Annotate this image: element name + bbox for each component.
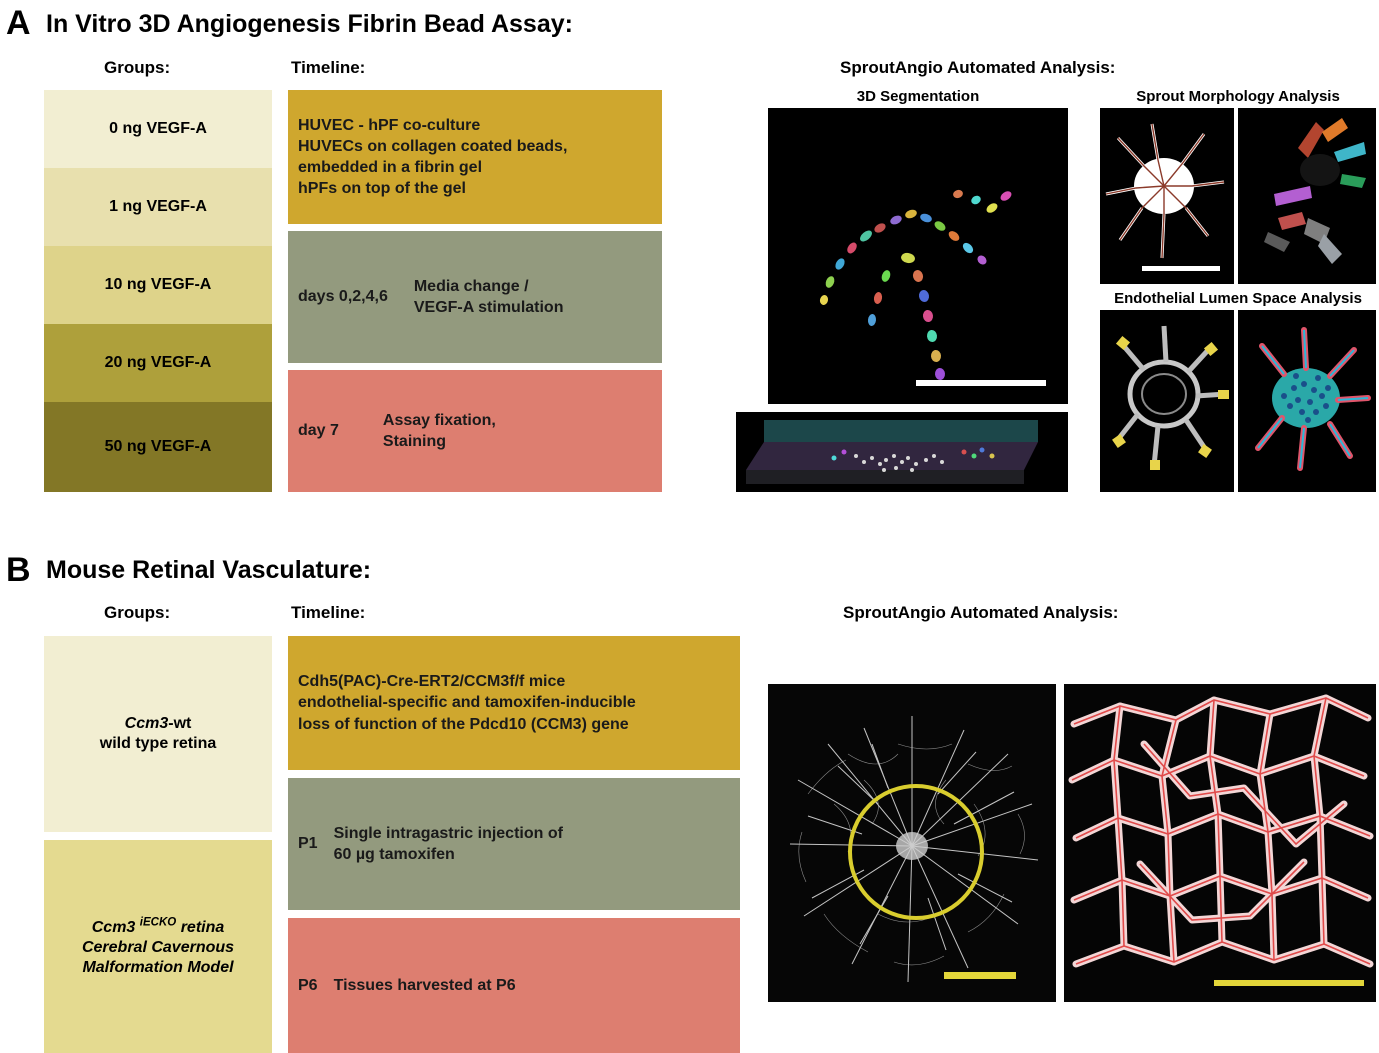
group-box <box>44 168 272 246</box>
group-box <box>44 636 272 832</box>
timeline-line: Tissues harvested at P6 <box>333 976 516 994</box>
timeline-line: embedded in a fibrin gel <box>298 159 483 176</box>
image-caption-3d-segmentation: 3D Segmentation <box>856 88 980 105</box>
group-box <box>44 402 272 492</box>
group-label-italic <box>92 915 225 937</box>
image-caption-sprout-morphology: Sprout Morphology Analysis <box>1136 88 1340 105</box>
panel-b-letter: B <box>6 551 31 589</box>
timeline-left-label: P6 <box>298 976 318 994</box>
timeline-line: VEGF-A stimulation <box>413 299 564 316</box>
timeline-line: HUVECs on collagen coated beads, <box>298 137 568 155</box>
group-label: 0 ng VEGF-A <box>109 120 207 137</box>
group-label-italic: Malformation Model <box>82 958 234 976</box>
segmentation-render <box>768 108 1068 404</box>
timeline-box <box>288 370 662 492</box>
group-box <box>44 840 272 1053</box>
retina-network-overlay <box>1064 684 1376 1002</box>
timeline-line: Cdh5(PAC)-Cre-ERT2/CCM3f/f mice <box>298 673 566 691</box>
lumen-space-colored <box>1238 310 1376 492</box>
timeline-left-label: day 7 <box>298 422 339 440</box>
group-label-text: Ccm3 $^{iECKO}$ retina <box>91 916 225 936</box>
timeline-box <box>288 636 740 770</box>
group-label-suffix: -wt <box>168 715 192 732</box>
group-label: 10 ng VEGF-A <box>104 276 212 293</box>
timeline-box <box>288 918 740 1053</box>
panel-a-letter: A <box>6 4 31 42</box>
panel-b-timeline-header: Timeline: <box>291 603 366 622</box>
image-sprout-morphology-right <box>1238 108 1376 284</box>
image-3d-segmentation <box>768 108 1068 404</box>
group-label: wild type retina <box>99 735 217 752</box>
image-sprout-morphology-left <box>1100 108 1234 284</box>
timeline-line: Media change / <box>413 277 529 295</box>
timeline-line: endothelial-specific and tamoxifen-inducible <box>298 694 636 712</box>
timeline-box <box>288 90 662 224</box>
group-box <box>44 324 272 402</box>
timeline-line: 60 µg tamoxifen <box>333 846 455 863</box>
image-lumen-space-right <box>1238 310 1376 492</box>
sprout-segments-render <box>1238 108 1376 284</box>
image-retina-whole-mount <box>768 684 1056 1002</box>
panel-a-timeline-header: Timeline: <box>291 58 366 77</box>
timeline-left-label: days 0,2,4,6 <box>298 288 388 306</box>
image-caption-lumen-space: Endothelial Lumen Space Analysis <box>1114 290 1362 307</box>
panel-b-analysis-header: SproutAngio Automated Analysis: <box>843 603 1119 622</box>
group-label: 1 ng VEGF-A <box>109 198 207 215</box>
image-lumen-space-left <box>1100 310 1234 492</box>
group-label-italic: Ccm3 <box>124 715 169 732</box>
timeline-left-label: P1 <box>298 835 318 853</box>
lumen-space-grayscale <box>1100 310 1234 492</box>
panel-a-analysis-header: SproutAngio Automated Analysis: <box>840 58 1116 77</box>
volume-render <box>736 412 1068 492</box>
sprout-morphology-render <box>1100 108 1234 284</box>
panel-a-title: In Vitro 3D Angiogenesis Fibrin Bead Assay: <box>46 10 573 38</box>
panel-a-groups-header: Groups: <box>104 58 171 77</box>
timeline-box <box>288 231 662 363</box>
panel-b-title: Mouse Retinal Vasculature: <box>46 556 372 584</box>
group-box <box>44 90 272 168</box>
image-retina-skeleton-analysis <box>1064 684 1376 1002</box>
timeline-line: Staining <box>382 433 447 450</box>
timeline-line: loss of function of the Pdcd10 (CCM3) gene <box>298 715 629 733</box>
image-3d-volume-render <box>736 412 1068 492</box>
timeline-line: Assay fixation, <box>382 411 496 429</box>
panel-b-groups-header: Groups: <box>104 603 171 622</box>
group-label: 20 ng VEGF-A <box>104 354 212 371</box>
group-label: 50 ng VEGF-A <box>104 438 212 455</box>
timeline-line: hPFs on top of the gel <box>298 180 466 198</box>
retina-vasculature-render <box>768 684 1056 1002</box>
timeline-line: Single intragastric injection of <box>333 824 563 842</box>
group-label-italic: Cerebral Cavernous <box>81 938 235 956</box>
timeline-box <box>288 778 740 910</box>
group-box <box>44 246 272 324</box>
timeline-line: HUVEC - hPF co-culture <box>298 116 481 134</box>
